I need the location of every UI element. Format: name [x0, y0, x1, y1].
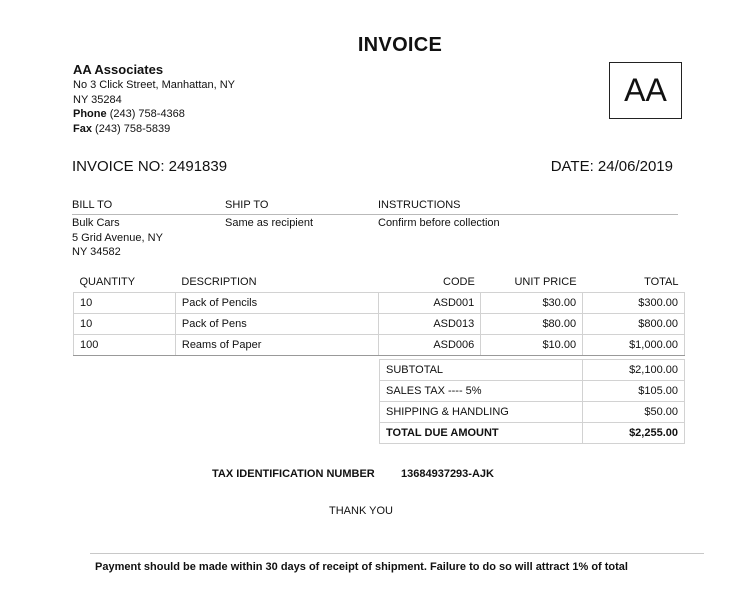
company-address-line2: NY 35284: [73, 93, 122, 106]
shipping-label: SHIPPING & HANDLING: [380, 402, 583, 423]
subtotal-value: $2,100.00: [583, 360, 685, 381]
col-total: TOTAL: [644, 276, 679, 288]
item-unit-price: $80.00: [481, 314, 583, 335]
item-total: $800.00: [583, 314, 685, 335]
items-table: [73, 276, 685, 356]
col-unit-price: UNIT PRICE: [514, 276, 577, 288]
invoice-date: DATE: 24/06/2019: [550, 158, 673, 175]
footer-divider: [90, 553, 704, 554]
item-description: Reams of Paper: [175, 335, 379, 356]
item-total: $300.00: [583, 293, 685, 314]
tax-id-value: 13684937293-AJK: [401, 468, 494, 480]
company-info: [73, 62, 235, 136]
thank-you-text: THANK YOU: [329, 505, 393, 517]
company-phone: [73, 107, 235, 122]
item-code: ASD006: [379, 335, 481, 356]
item-total: $1,000.00: [583, 335, 685, 356]
table-row: [74, 293, 685, 314]
shipping-value: $50.00: [583, 402, 685, 423]
phone-label: Phone: [73, 108, 107, 120]
bill-to-line: 5 Grid Avenue, NY: [72, 231, 163, 244]
total-due-value: $2,255.00: [583, 423, 685, 444]
sales-tax-label: SALES TAX ---- 5%: [380, 381, 583, 402]
item-unit-price: $10.00: [481, 335, 583, 356]
item-code: ASD001: [379, 293, 481, 314]
ship-to-header: SHIP TO: [225, 199, 269, 211]
totals-table: [379, 359, 685, 444]
subtotal-label: SUBTOTAL: [380, 360, 583, 381]
item-quantity: 100: [74, 335, 176, 356]
col-quantity: QUANTITY: [79, 276, 136, 288]
item-description: Pack of Pencils: [175, 293, 379, 314]
col-code: CODE: [443, 276, 475, 288]
sales-tax-value: $105.00: [583, 381, 685, 402]
fax-label: Fax: [73, 122, 92, 135]
item-description: Pack of Pens: [175, 314, 379, 335]
table-row: [74, 314, 685, 335]
company-name: AA Associates: [73, 62, 164, 77]
payment-terms-note: Payment should be made within 30 days of receipt of shipment. Failure to do so will attract 1% of total: [95, 561, 628, 573]
sales-tax-row: [380, 381, 685, 402]
table-row: [74, 335, 685, 356]
ship-to-value: Same as recipient: [225, 217, 314, 229]
instructions-value: Confirm before collection: [378, 217, 500, 229]
item-quantity: 10: [74, 314, 176, 335]
bill-to-header: BILL TO: [72, 199, 113, 211]
bill-to-line: Bulk Cars: [72, 217, 120, 229]
instructions-header: INSTRUCTIONS: [378, 199, 461, 211]
billing-header: [72, 199, 678, 215]
phone-value: (243) 758-4368: [109, 108, 185, 120]
bill-to-address: [72, 216, 163, 260]
subtotal-row: [380, 360, 685, 381]
items-header-row: [74, 276, 685, 293]
item-quantity: 10: [74, 293, 176, 314]
total-due-row: [380, 423, 685, 444]
shipping-row: [380, 402, 685, 423]
company-address-line1: No 3 Click Street, Manhattan, NY: [73, 79, 236, 91]
item-code: ASD013: [379, 314, 481, 335]
total-due-label: TOTAL DUE AMOUNT: [380, 423, 583, 444]
col-description: DESCRIPTION: [181, 276, 257, 288]
invoice-title: INVOICE: [357, 34, 443, 56]
item-unit-price: $30.00: [481, 293, 583, 314]
company-fax: [73, 122, 235, 137]
tax-id-label: TAX IDENTIFICATION NUMBER: [212, 468, 375, 480]
invoice-number: INVOICE NO: 2491839: [72, 158, 228, 175]
company-logo: AA: [609, 62, 682, 119]
fax-value: (243) 758-5839: [95, 122, 171, 135]
bill-to-line: NY 34582: [72, 246, 121, 258]
